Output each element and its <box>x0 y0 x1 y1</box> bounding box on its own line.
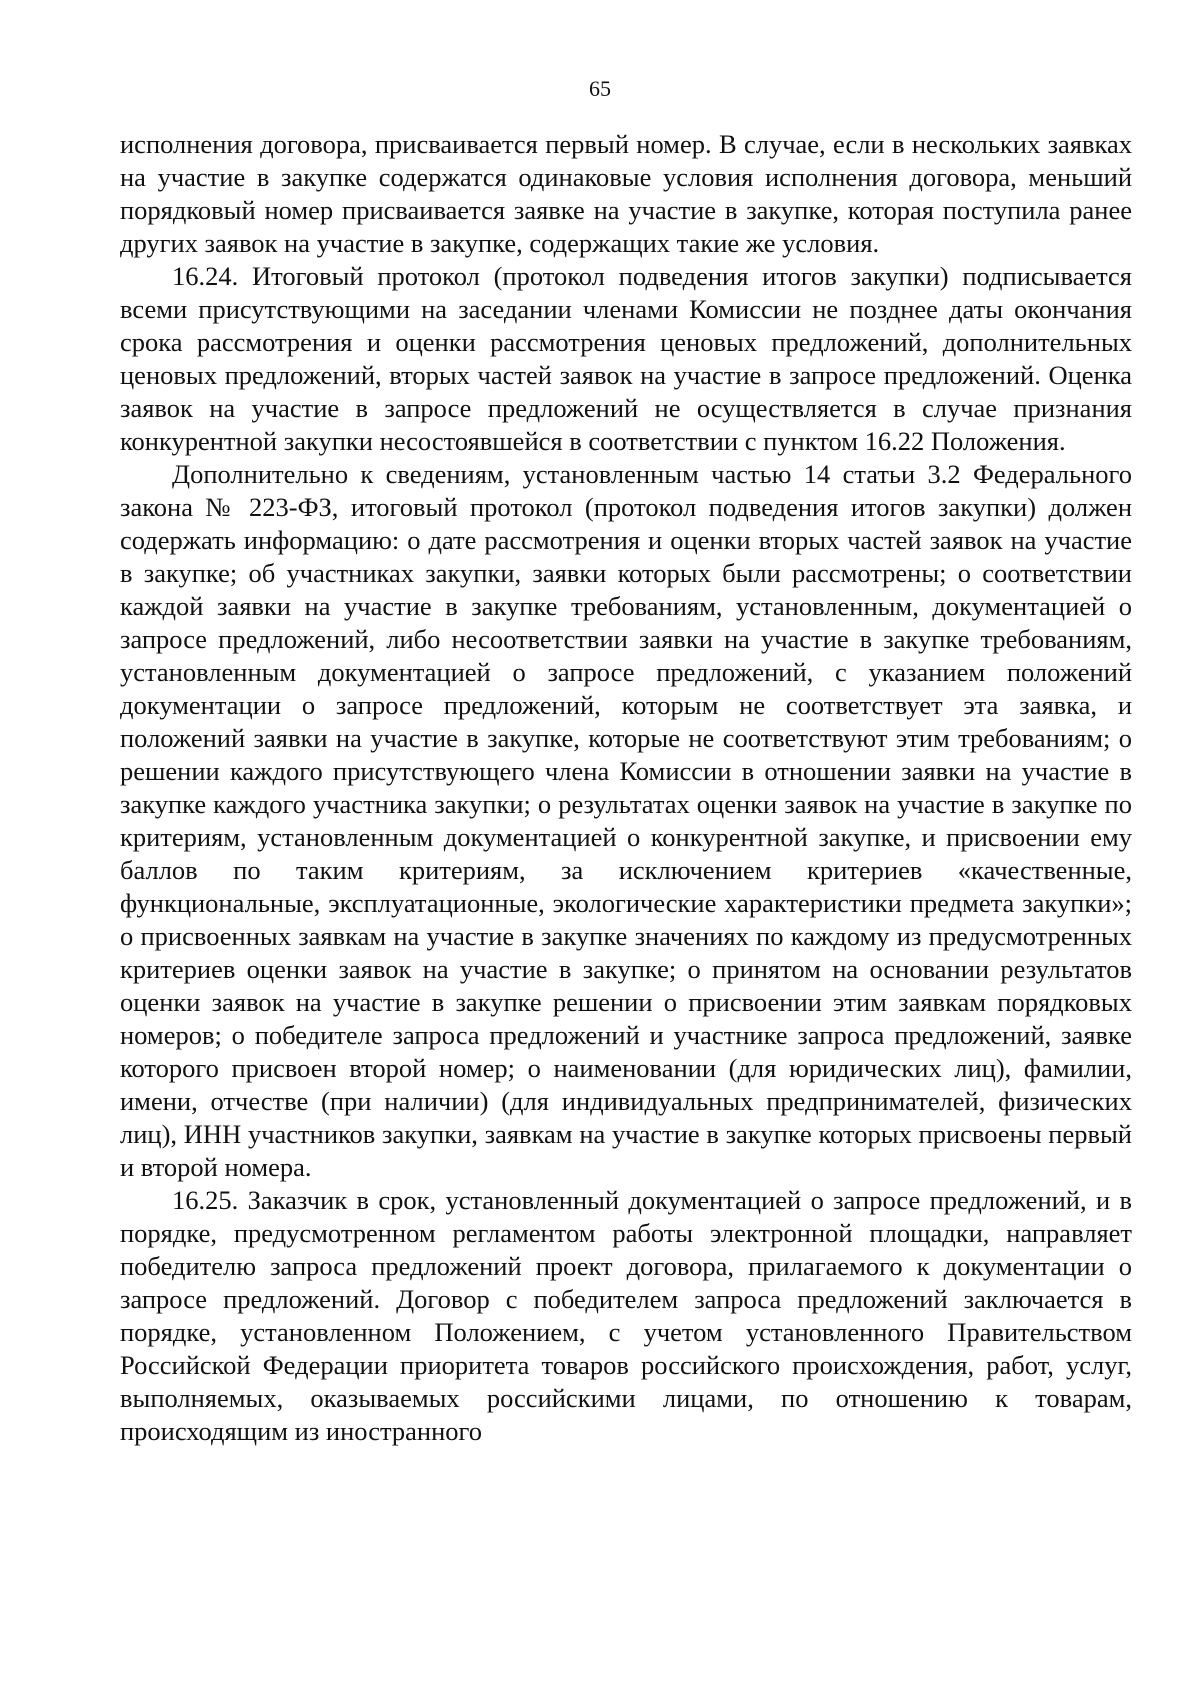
document-body <box>120 128 1132 1448</box>
paragraph-protocol-contents: Дополнительно к сведениям, установленным частью 14 статьи 3.2 Федерального закона № 223-ФЗ, итоговый протокол (протокол подведения итогов закупки) должен содержать информацию: о дате рассмотрения и оценки вторых частей заявок на участие в закупке; об участниках закупки, заявки которых были рассмотрены; о соответствии каждой заявки на участие в закупке требованиям, установленным, документацией о запросе предложений, либо несоответствии заявки на участие в закупке требованиям, установленным документацией о запросе предложений, с указанием положений документации о запросе предложений, которым не соответствует эта заявка, и положений заявки на участие в закупке, которые не соответствуют этим требованиям; о решении каждого присутствующего члена Комиссии в отношении заявки на участие в закупке каждого участника закупки; о результатах оценки заявок на участие в закупке по критериям, установленным документацией о конкурентной закупке, и присвоении ему баллов по таким критериям, за исключением критериев «качественные, функциональные, эксплуатационные, экологические характеристики предмета закупки»; о присвоенных заявкам на участие в закупке значениях по каждому из предусмотренных критериев оценки заявок на участие в закупке; о принятом на основании результатов оценки заявок на участие в закупке решении о присвоении этим заявкам порядковых номеров; о победителе запроса предложений и участнике запроса предложений, заявке которого присвоен второй номер; о наименовании (для юридических лиц), фамилии, имени, отчестве (при наличии) (для индивидуальных предпринимателей, физических лиц), ИНН участников закупки, заявкам на участие в закупке которых присвоены первый и второй номера. <box>120 459 1132 1182</box>
paragraph-16-24: 16.24. Итоговый протокол (протокол подведения итогов закупки) подписывается всеми присутствующими на заседании членами Комиссии не позднее даты окончания срока рассмотрения и оценки рассмотрения ценовых предложений, дополнительных ценовых предложений, вторых частей заявок на участие в запросе предложений. Оценка заявок на участие в запросе предложений не осуществляется в случае признания конкурентной закупки несостоявшейся в соответствии с пунктом 16.22 Положения. <box>120 261 1132 456</box>
paragraph-16-25: 16.25. Заказчик в срок, установленный документацией о запросе предложений, и в порядке, предусмотренном регламентом работы электронной площадки, направляет победителю запроса предложений проект договора, прилагаемого к документации о запросе предложений. Договор с победителем запроса предложений заключается в порядке, установленном Положением, с учетом установленного Правительством Российской Федерации приоритета товаров российского происхождения, работ, услуг, выполняемых, оказываемых российскими лицами, по отношению к товарам, происходящим из иностранного <box>120 1185 1132 1446</box>
paragraph-continuation: исполнения договора, присваивается первый номер. В случае, если в нескольких заявках на участие в закупке содержатся одинаковые условия исполнения договора, меньший порядковый номер присваивается заявке на участие в закупке, которая поступила ранее других заявок на участие в закупке, содержащих такие же условия. <box>120 129 1132 258</box>
page-number: 65 <box>589 76 611 101</box>
